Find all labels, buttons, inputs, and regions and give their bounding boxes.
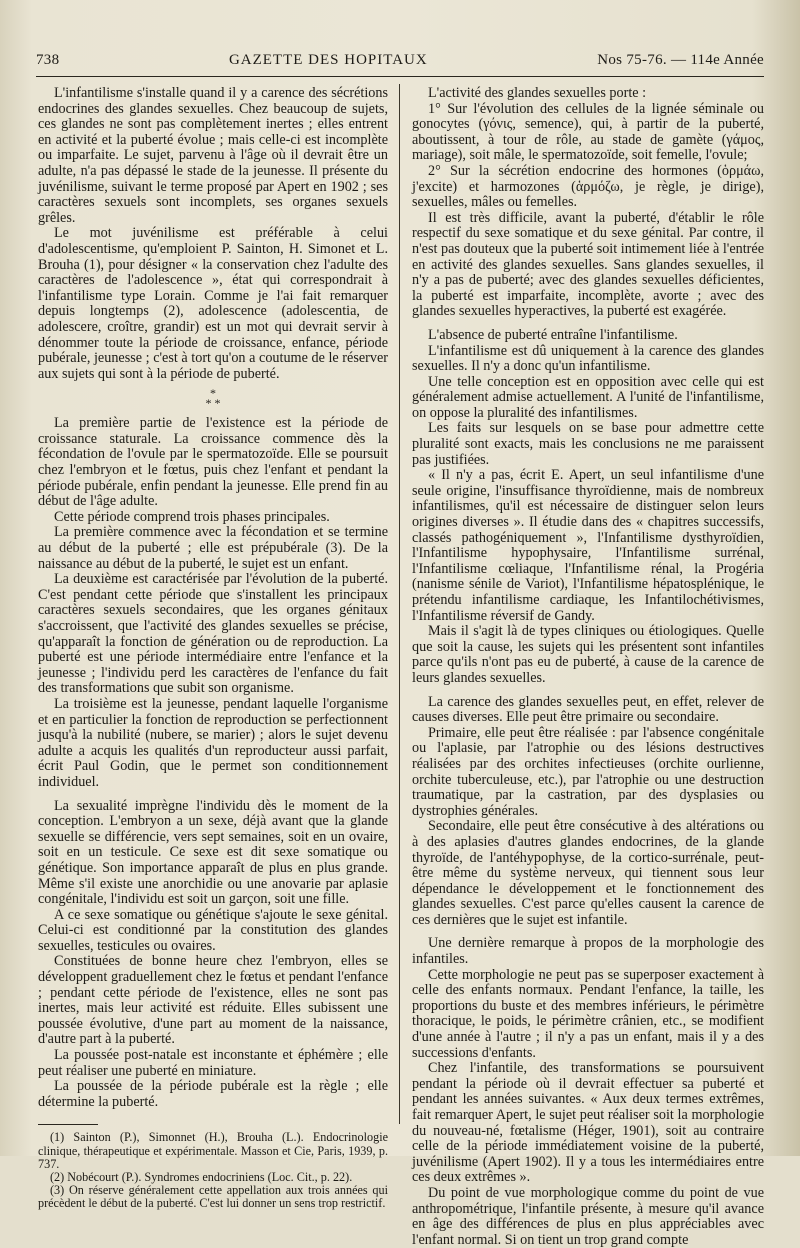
footnote-rule [38,1124,98,1125]
left-column [38,86,388,1211]
paragraph: Secondaire, elle peut être consécutive à des altérations ou à des aplasies d'autres glandes endocrines, de la glande thyroïde, de l'antéhypophyse, de la cortico-surrénale, peut-être même du système nerveux, qui tiennent sous leur dépendance le développement et le fonctionnement des glandes sexuelles. C'est parce qu'elles causent la carence de ces dernières que le sujet est infantile. [412,818,764,928]
paragraph: La première partie de l'existence est la période de croissance staturale. La croissance commence dès la fécondation de l'ovule par le spermatozoïde. Elle se poursuit chez l'embryon et le fœtus, puis chez l'enfant et pendant la période pubérale, enfin pendant la jeunesse. Elle prend fin au début de l'âge adulte. [38,415,388,510]
paragraph: Il est très difficile, avant la puberté, d'établir le rôle respectif du sexe somatique et du sexe génital. Par contre, il n'est pas douteux que la puberté soit intimement liée à l'entrée en activité des glandes sexuelles. Sans glandes sexuelles, il n'y a pas de puberté; avec des glandes sexuelles déficientes, la puberté est imparfaite, incomplète, avorte ; avec des glandes sexuelles hyperactives, la puberté est exagérée. [412,209,764,320]
footnote: (3) On réserve généralement cette appellation aux trois années qui précèdent le début de la puberté. C'est lui donner un sens trop restrictif. [38,1183,388,1211]
paragraph: L'activité des glandes sexuelles porte : [428,85,647,101]
paragraph: L'absence de puberté entraîne l'infantilisme. [428,326,678,343]
header-rule [36,76,764,77]
footnote: (1) Sainton (P.), Simonnet (H.), Brouha (L.). Endocrinologie clinique, thérapeutique et expérimentale. Masson et Cie, Paris, 1939, p. 737. [38,1130,388,1171]
paragraph: Les faits sur lesquels on se base pour admettre cette pluralité sont exacts, mais les conclusions ne me paraissent pas justifiées. [412,420,764,468]
paragraph: Mais il s'agit là de types cliniques ou étiologiques. Quelle que soit la cause, les sujets qui les présentent sont infantiles parce qu'ils n'ont pas eu de puberté, à cause de la carence de leurs glandes sexuelles. [412,623,764,686]
paragraph: La première commence avec la fécondation et se termine au début de la puberté ; elle est prépubérale (3). De la naissance au début de la puberté, le sujet est un enfant. [38,524,388,572]
paragraph: Le mot juvénilisme est préférable à celui d'adolescentisme, qu'emploient P. Sainton, H. Simonet et L. Brouha (1), pour désigner « la conservation chez l'adulte des caractères de l'adolescence », état qui correspondrait à l'infantilisme type Lorain. Comme je l'ai fait remarquer depuis longtemps (2), adolescence (adolescentia, de adolescere, croître, grandir) est un mot qui devrait servir à dénommer toute la période de croissance, enfance, période pubérale, jeunesse ; c'est à tort qu'on a coutume de le réserver aux sujets qui sont à la période de puberté. [38,225,388,382]
paragraph: La poussée de la période pubérale est la règle ; elle détermine la puberté. [38,1078,388,1110]
paragraph: Constituées de bonne heure chez l'embryon, elles se développent graduellement chez le fœtus et pendant l'enfance ; pendant cette période de l'existence, elles ne sont pas inertes, mais leur activité est réduite. Elles subissent une poussée évolutive, d'une part au moment de la naissance, d'autre part à la puberté. [38,953,388,1048]
paragraph: 2° Sur la sécrétion endocrine des hormones (ὁρμάω, j'excite) et harmozones (ἁρμόζω, je règle, je dirige), sexuelles, mâles ou femelles. [412,162,764,211]
paragraph: La poussée post-natale est inconstante et éphémère ; elle peut réaliser une puberté en miniature. [38,1047,388,1079]
paragraph: Cette période comprend trois phases principales. [54,508,330,525]
paragraph: Du point de vue morphologique comme du point de vue anthropométrique, l'infantile présente, à mesure qu'il avance en âge des différences de plus en plus appréciables avec l'enfant normal. Si on tient un trop grand compte [412,1184,764,1248]
paragraph: Une telle conception est en opposition avec celle qui est généralement admise actuellement. A l'unité de l'infantilisme, on oppose la pluralité des infantilismes. [412,373,764,421]
running-header [36,52,764,74]
footnote: (2) Nobécourt (P.). Syndromes endocriniens (Loc. Cit., p. 22). [50,1170,353,1185]
section-separator: * * * [205,386,221,411]
issue-label: Nos 75-76. — 114e Année [597,52,764,68]
paragraph: « Il n'y a pas, écrit E. Apert, un seul infantilisme d'une seule origine, l'insuffisance thyroïdienne, mais de nombreux infantilismes, qu'il est nécessaire de distinguer selon leurs origines diverses ». Il étudie dans des « chapitres successifs, classés pathogéniquement », l'Infantilisme dysthyroïdien, l'Infantilisme hypophysaire, l'Infantilisme surrénal, l'Infantilisme cœliaque, l'Infantilisme rénal, la Progéria (nanisme sénile de Variot), l'Infantilisme hépatosplénique, le prétendu infantilisme cardiaque, les Infantilochétivismes, l'Infantilisme réversif de Gandy. [412,467,764,624]
paragraph: La deuxième est caractérisée par l'évolution de la puberté. C'est pendant cette période que s'installent les principaux caractères sexuels secondaires, que les organes génitaux s'accroissent, que l'activité des glandes sexuelles se précise, qu'apparaît la fonction de génération ou de reproduction. La puberté est une période intermédiaire entre l'enfance et la jeunesse ; l'individu perd les caractères de l'enfance du fait des transformations que subit son organisme. [38,571,388,697]
journal-title: GAZETTE DES HOPITAUX [228,52,428,68]
paragraph: 1° Sur l'évolution des cellules de la lignée séminale ou gonocytes (γόνις, semence), qui, à partir de la puberté, aboutissent, à tour de rôle, au stade de gamète (γάμος, mariage), soit mâle, le spermatozoïde, soit femelle, l'ovule; [412,100,764,164]
paragraph: Une dernière remarque à propos de la morphologie des infantiles. [412,935,764,968]
right-column [412,86,764,1248]
paragraph: La sexualité imprègne l'individu dès le moment de la conception. L'embryon a un sexe, déjà avant que la glande sexuelle se différencie, vers sept semaines, soit en un ovaire, soit en un testicule. Ce sexe est dit sexe somatique ou génétique. Son importance apparaît de plus en plus grande. Même s'il existe une anorchidie ou une anovarie par aplasie congénitale, l'individu est soit un garçon, soit une fille. [38,797,388,908]
paragraph: L'infantilisme s'installe quand il y a carence des sécrétions endocrines des glandes sexuelles. Chez beaucoup de sujets, ces glandes ne sont pas complètement inertes ; elles entrent en activité et la puberté évolue ; mais celle-ci est incomplète ou imparfaite. Le sujet, parvenu à l'âge où il devrait être un adulte, n'a pas dépassé le stade de la jeunesse. Il présente du juvénilisme, suivant le terme proposé par Apert en 1902 ; ses caractères sexuels sont incomplets, ses organes sexuels grêles. [38,85,388,226]
paragraph: Chez l'infantile, des transformations se poursuivent pendant la période où il devrait effectuer sa puberté et pendant les années suivantes. « Aux deux termes extrêmes, fait remarquer Apert, le sujet peut réaliser soit la morphologie du nouveau-né, fœtalisme (Héger, 1901), soit au contraire celle de la période immédiatement voisine de la puberté, juvénilisme (Apert 1902). Il y a tous les intermédiaires entre ces deux extrêmes ». [412,1060,764,1186]
paragraph: L'infantilisme est dû uniquement à la carence des glandes sexuelles. Il n'y a donc qu'un infantilisme. [412,342,764,375]
paragraph: Cette morphologie ne peut pas se superposer exactement à celle des enfants normaux. Pendant l'enfance, la taille, les proportions du buste et des membres inférieurs, le périmètre thoracique, le poids, le périmètre crânien, etc., se modifient d'une année à l'autre ; il n'y a pas un enfant, mais il y a des successions d'enfants. [412,966,764,1061]
paragraph: La troisième est la jeunesse, pendant laquelle l'organisme et en particulier la fonction de reproduction se perfectionnent jusqu'à la nubilité (nubere, se marier) ; alors le sujet devenu adulte a acquis les qualités d'un reproducteur aussi parfait, écrit Paul Godin, que le permet son conditionnement individuel. [38,695,388,790]
page-number: 738 [36,52,60,68]
paragraph: Primaire, elle peut être réalisée : par l'absence congénitale ou l'aplasie, par l'atrophie ou des lésions destructives réalisées par des orchites infectieuses (orchite ourlienne, orchite tuberculeuse, etc.), par l'atrophie ou une destruction traumatique, par la castration, par des dysplasies ou dystrophies générales. [412,724,764,819]
column-divider [399,84,400,1124]
paragraph: A ce sexe somatique ou génétique s'ajoute le sexe génital. Celui-ci est conditionné par la constitution des glandes sexuelles, testicules ou ovaires. [38,906,388,954]
paragraph: La carence des glandes sexuelles peut, en effet, relever de causes diverses. Elle peut être primaire ou secondaire. [412,693,764,726]
